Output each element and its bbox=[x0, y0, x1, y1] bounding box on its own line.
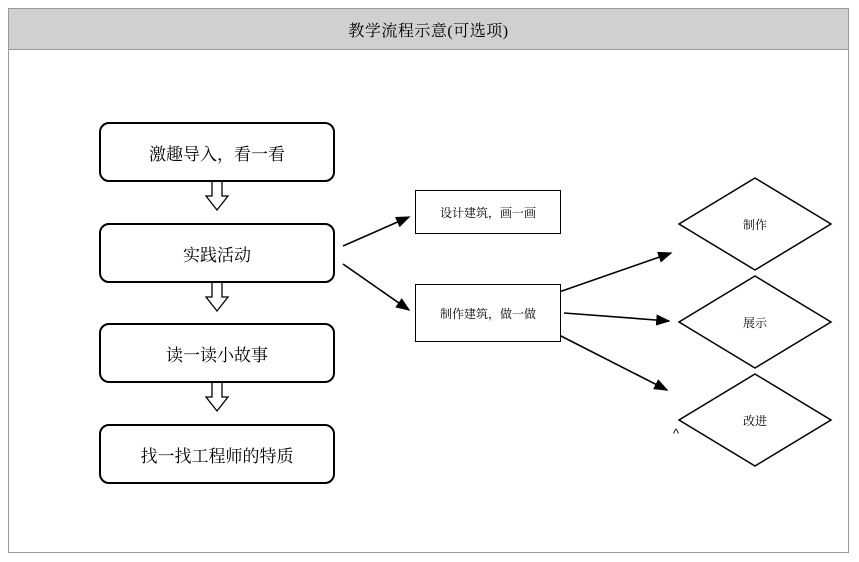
flow-node-1[interactable] bbox=[99, 122, 335, 182]
diagram-canvas bbox=[9, 50, 848, 552]
outcome-node-show-label: 展示 bbox=[742, 315, 767, 330]
title-bar bbox=[8, 8, 849, 50]
flow-node-3-label: 读一读小故事 bbox=[166, 345, 268, 365]
caret-marker: ^ bbox=[673, 426, 680, 441]
flow-node-3[interactable] bbox=[99, 323, 335, 383]
branch-node-design[interactable] bbox=[415, 190, 561, 234]
outcome-node-improve-label: 改进 bbox=[742, 413, 767, 428]
flow-node-1-label: 激趣导入，看一看 bbox=[149, 144, 285, 164]
branch-node-build[interactable] bbox=[415, 284, 561, 342]
branch-node-build-label: 制作建筑，做一做 bbox=[439, 306, 536, 321]
outcome-node-make[interactable] bbox=[677, 176, 833, 272]
branch-node-design-label: 设计建筑，画一画 bbox=[439, 205, 536, 220]
outcome-node-make-label: 制作 bbox=[742, 217, 767, 232]
outcome-node-improve[interactable] bbox=[677, 372, 833, 468]
page-title: 教学流程示意(可选项) bbox=[348, 22, 509, 40]
outcome-node-show[interactable] bbox=[677, 274, 833, 370]
flow-node-4[interactable] bbox=[99, 424, 335, 484]
flow-node-2-label: 实践活动 bbox=[183, 245, 251, 265]
flow-node-2[interactable] bbox=[99, 223, 335, 283]
flow-node-4-label: 找一找工程师的特质 bbox=[140, 446, 294, 466]
